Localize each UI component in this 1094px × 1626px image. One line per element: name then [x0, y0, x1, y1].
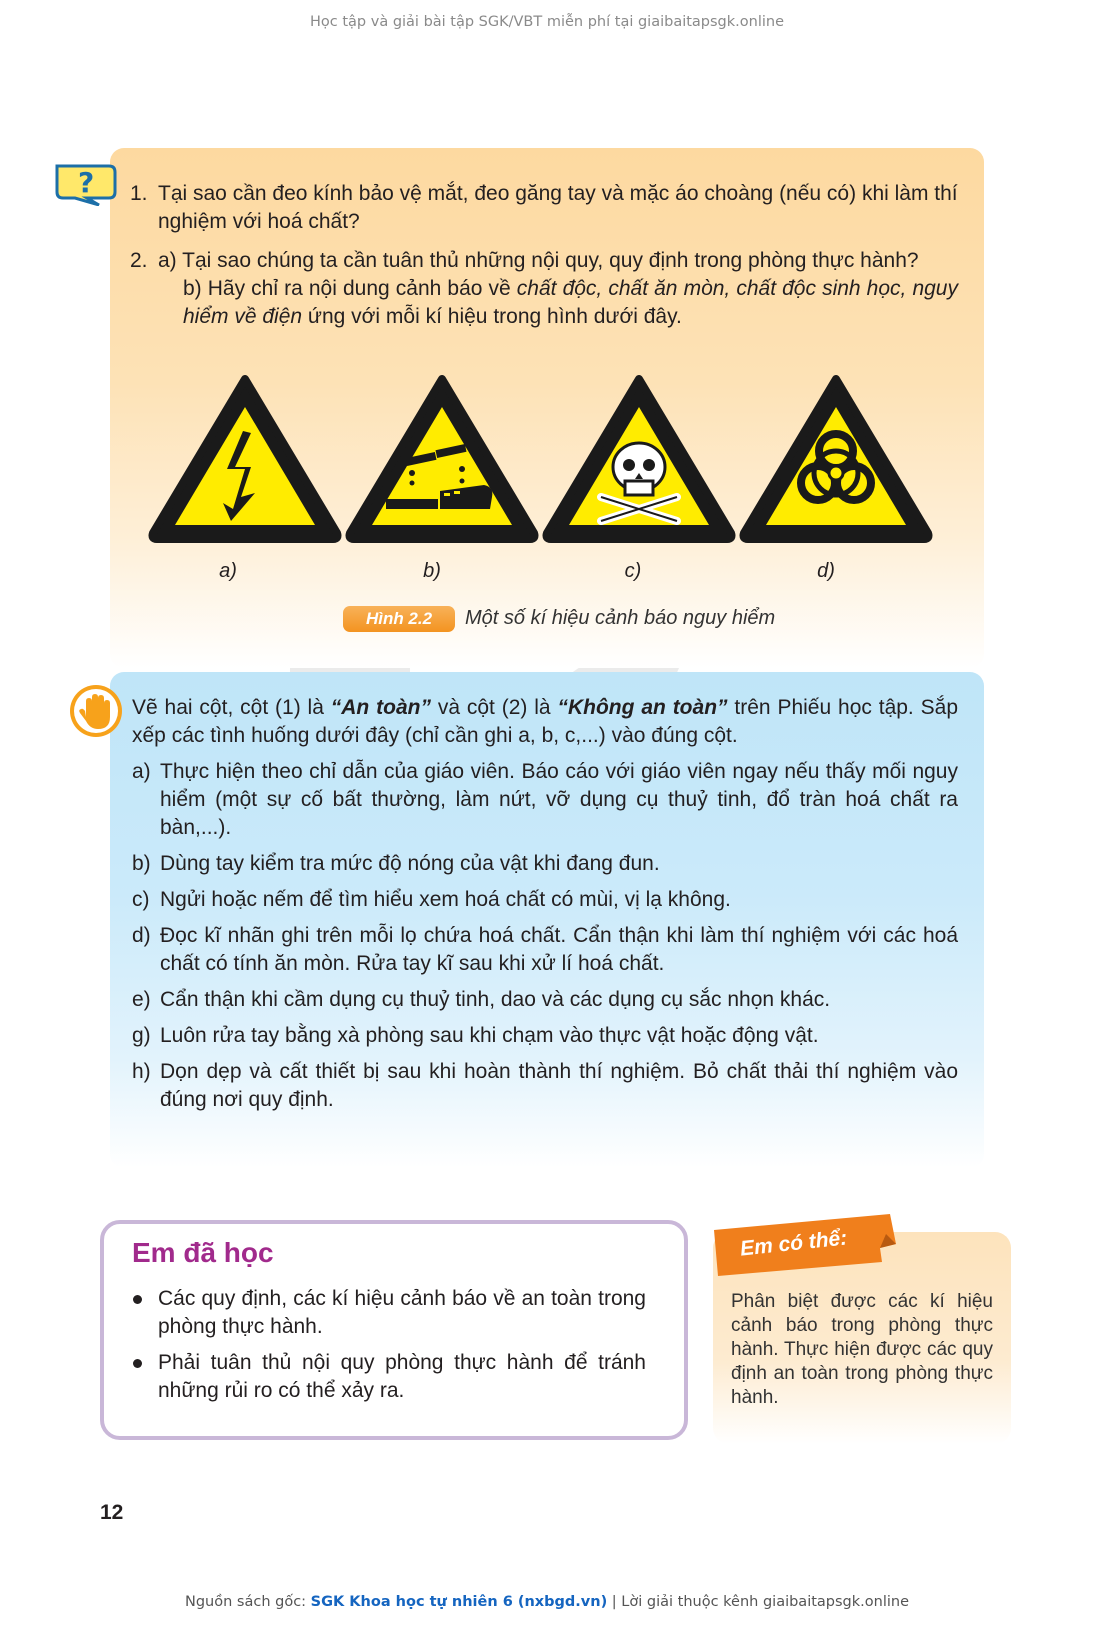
list-item — [132, 758, 958, 842]
question-2b-text — [158, 275, 958, 331]
list-item — [132, 886, 958, 914]
learned-item-text: Phải tuân thủ nội quy phòng thực hành để tránh những rủi ro có thể xảy ra. — [158, 1351, 646, 1402]
item-letter: e) — [132, 988, 151, 1011]
can-do-title: Em có thể: — [739, 1226, 849, 1261]
question-2b-italic: chất độc, chất ăn mòn, chất độc sinh học, nguy hiểm về điện — [183, 277, 958, 328]
footer-prefix: Nguồn sách gốc: — [185, 1594, 311, 1610]
question-1-number: 1. — [130, 182, 148, 205]
item-letter: h) — [132, 1060, 151, 1083]
sign-label-a: a) — [219, 560, 237, 582]
item-text: Dùng tay kiểm tra mức độ nóng của vật khi đang đun. — [160, 852, 660, 875]
hand-icon — [68, 683, 124, 739]
sign-label-c: c) — [624, 560, 642, 582]
svg-text:?: ? — [78, 166, 95, 199]
questions-text — [130, 180, 958, 342]
header-watermark: Học tập và giải bài tập SGK/VBT miễn phí tại giaibaitapsgk.online — [310, 14, 784, 30]
list-item — [132, 986, 958, 1014]
figure-badge: Hình 2.2 — [343, 606, 455, 632]
biohazard-icon — [738, 373, 934, 545]
question-2 — [130, 247, 958, 331]
learned-item-text: Các quy định, các kí hiệu cảnh báo về an toàn trong phòng thực hành. — [158, 1287, 646, 1338]
list-item — [132, 1058, 958, 1114]
item-text: Dọn dẹp và cất thiết bị sau khi hoàn thành thí nghiệm. Bỏ chất thải thí nghiệm vào đúng nơi quy định. — [160, 1060, 958, 1111]
item-letter: c) — [132, 888, 150, 911]
item-text: Luôn rửa tay bằng xà phòng sau khi chạm vào thực vật hoặc động vật. — [160, 1024, 819, 1047]
page-number: 12 — [100, 1501, 124, 1524]
item-letter: b) — [132, 852, 151, 875]
activity-intro — [132, 694, 958, 750]
item-letter: g) — [132, 1024, 151, 1047]
question-2-number: 2. — [130, 249, 148, 272]
list-item — [130, 1349, 646, 1405]
item-text: Đọc kĩ nhãn ghi trên mỗi lọ chứa hoá chất. Cẩn thận khi làm thí nghiệm với các hoá chất có tính ăn mòn. Rửa tay kĩ sau khi xử lí hoá chất. — [160, 924, 958, 975]
question-2a-text: a) Tại sao chúng ta cần tuân thủ những nội quy, quy định trong phòng thực hành? — [158, 249, 919, 272]
item-text: Cẩn thận khi cầm dụng cụ thuỷ tinh, dao và các dụng cụ sắc nhọn khác. — [160, 988, 831, 1011]
question-2b-pre: b) Hãy chỉ ra nội dung cảnh báo về — [183, 277, 517, 300]
figure-caption-text: Một số kí hiệu cảnh báo nguy hiểm — [465, 607, 776, 629]
learned-title: Em đã học — [132, 1237, 274, 1268]
question-1-text: Tại sao cần đeo kính bảo vệ mắt, đeo găng tay và mặc áo choàng (nếu có) khi làm thí nghiệm với hoá chất? — [158, 182, 958, 233]
bullet-icon — [133, 1359, 142, 1368]
footer-suffix: | Lời giải thuộc kênh giaibaitapsgk.online — [607, 1594, 909, 1610]
bullet-icon — [133, 1295, 142, 1304]
list-item — [132, 850, 958, 878]
item-letter: d) — [132, 924, 151, 947]
can-do-text: Phân biệt được các kí hiệu cảnh báo trong phòng thực hành. Thực hiện được các quy định an toàn trong phòng thực hành. — [731, 1291, 993, 1408]
corrosive-icon — [344, 373, 540, 545]
question-2b-post: ứng với mỗi kí hiệu trong hình dưới đây. — [302, 305, 682, 328]
electrical-hazard-icon — [147, 373, 343, 545]
intro-part-3: trên Phiếu học tập. Sắp xếp các tình huống dưới đây (chỉ cần ghi a, b, c,...) vào đúng cột. — [132, 696, 958, 747]
warning-signs-figure — [147, 373, 967, 553]
intro-safe: “An toàn” — [330, 696, 431, 719]
intro-part-2: và cột (2) là — [430, 696, 558, 719]
item-letter: a) — [132, 760, 151, 783]
list-item — [132, 1022, 958, 1050]
item-text: Thực hiện theo chỉ dẫn của giáo viên. Báo cáo với giáo viên ngay nếu thấy mối nguy hiểm (một sự cố bất thường, làm nứt, vỡ dụng cụ thuỷ tinh, đổ tràn hoá chất ra bàn,...). — [160, 760, 958, 839]
toxic-skull-icon — [541, 373, 737, 545]
list-item — [132, 922, 958, 978]
sign-label-b: b) — [423, 560, 441, 582]
list-item — [130, 1285, 646, 1341]
activity-text — [132, 694, 958, 1122]
intro-part-1: Vẽ hai cột, cột (1) là — [132, 696, 331, 719]
footer-source — [0, 1594, 1094, 1610]
question-1 — [130, 180, 958, 236]
footer-source-link[interactable]: SGK Khoa học tự nhiên 6 (nxbgd.vn) — [310, 1594, 608, 1610]
sign-label-d: d) — [817, 560, 835, 582]
intro-unsafe: “Không an toàn” — [557, 696, 728, 719]
learned-list — [130, 1285, 646, 1413]
question-mark-icon — [53, 162, 119, 206]
item-text: Ngửi hoặc nếm để tìm hiểu xem hoá chất có mùi, vị lạ không. — [160, 888, 731, 911]
